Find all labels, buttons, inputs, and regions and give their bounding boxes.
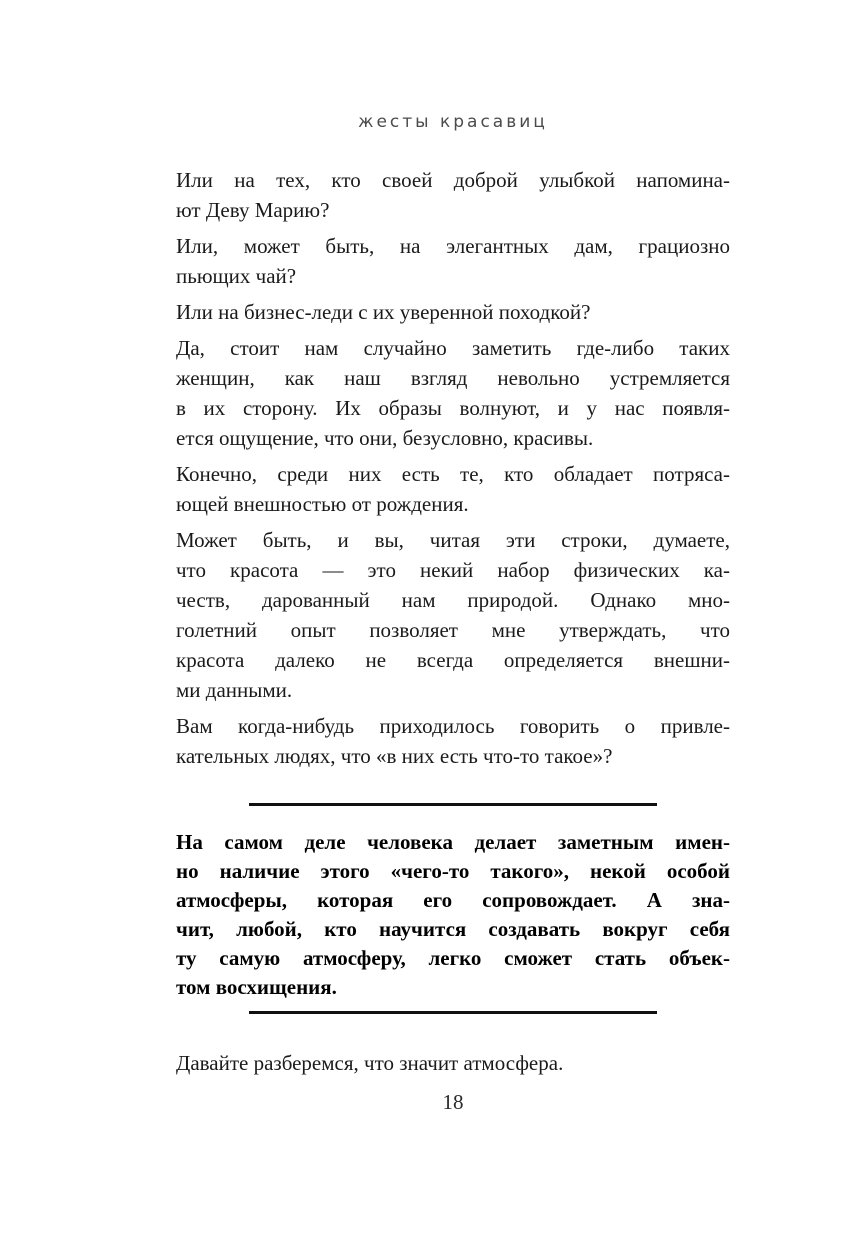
text-line: пьющих чай?: [176, 264, 297, 288]
text-line: кательных людях, что «в них есть что-то такое»?: [176, 744, 613, 768]
text-line: ют Деву Марию?: [176, 198, 330, 222]
text-line: Вам когда-нибудь приходилось говорить о привле-: [176, 714, 730, 738]
text-line: что красота — это некий набор физических ка-: [176, 558, 730, 582]
page-number: 18: [442, 1090, 464, 1114]
body-paragraph: [176, 459, 730, 519]
section-divider-top: [249, 803, 657, 806]
body-paragraphs: [176, 165, 730, 771]
body-paragraph: [176, 165, 730, 225]
body-paragraph: [176, 525, 730, 705]
text-line: ющей внешностью от рождения.: [176, 492, 469, 516]
text-line: красота далеко не всегда определяется внешни-: [176, 648, 730, 672]
text-line: ту самую атмосферу, легко сможет стать объек-: [176, 946, 730, 970]
text-line: Конечно, среди них есть те, кто обладает потряса-: [176, 462, 730, 486]
text-line: Да, стоит нам случайно заметить где-либо таких: [176, 336, 730, 360]
running-head: жесты красавиц: [358, 112, 548, 132]
body-paragraph: [176, 231, 730, 291]
text-line: Или на тех, кто своей доброй улыбкой напомина-: [176, 168, 730, 192]
text-line: честв, дарованный нам природой. Однако мно-: [176, 588, 730, 612]
text-line: том восхищения.: [176, 975, 337, 999]
text-line: в их сторону. Их образы волнуют, и у нас появля-: [176, 396, 730, 420]
body-paragraph: [176, 333, 730, 453]
page-body: [176, 165, 730, 1078]
text-line: чит, любой, кто научится создавать вокруг себя: [176, 917, 730, 941]
section-divider-bottom: [249, 1011, 657, 1014]
text-line: но наличие этого «чего-то такого», некой особой: [176, 859, 730, 883]
text-line: ми данными.: [176, 678, 293, 702]
body-paragraph: [176, 297, 730, 327]
text-line: Или на бизнес-леди с их уверенной походкой?: [176, 300, 591, 324]
text-line: Может быть, и вы, читая эти строки, думаете,: [176, 528, 730, 552]
text-line: голетний опыт позволяет мне утверждать, что: [176, 618, 730, 642]
text-line: Давайте разберемся, что значит атмосфера.: [176, 1051, 564, 1075]
text-line: женщин, как наш взгляд невольно устремляется: [176, 366, 730, 390]
text-line: ется ощущение, что они, безусловно, красивы.: [176, 426, 594, 450]
body-paragraph: [176, 711, 730, 771]
text-line: атмосферы, которая его сопровождает. А зна-: [176, 888, 730, 912]
emphasis-paragraph: [176, 828, 730, 1002]
closing-paragraph: [176, 1048, 730, 1078]
text-line: На самом деле человека делает заметным имен-: [176, 830, 730, 854]
text-line: Или, может быть, на элегантных дам, грациозно: [176, 234, 730, 258]
